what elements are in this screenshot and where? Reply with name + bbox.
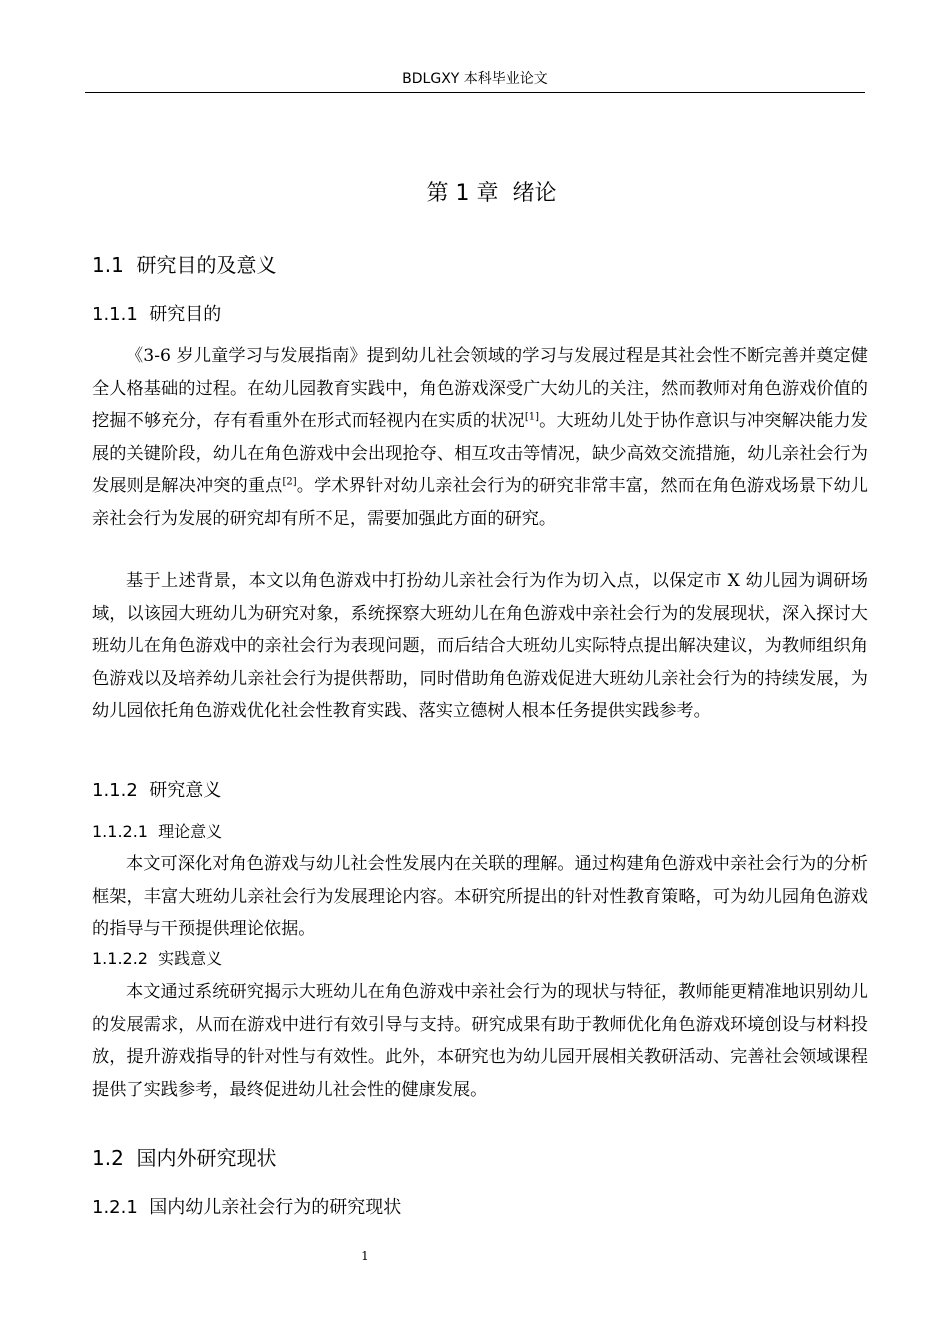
running-header: BDLGXY 本科毕业论文	[402, 71, 548, 87]
section-heading-1-1: 1.1 研究目的及意义	[92, 253, 277, 277]
paragraph-theoretical-significance: 本文可深化对角色游戏与幼儿社会性发展内在关联的理解。通过构建角色游戏中亲社会行为的分析框架，丰富大班幼儿亲社会行为发展理论内容。本研究所提出的针对性教育策略，可为幼儿园角色游戏的指导与干预提供理论依据。	[92, 854, 868, 939]
section-heading-1-1-1: 1.1.1 研究目的	[92, 304, 222, 325]
paragraph-research-purpose-1	[92, 340, 868, 535]
section-heading-1-1-2: 1.1.2 研究意义	[92, 780, 222, 801]
chapter-title: 第 1 章 绪论	[426, 181, 557, 206]
section-heading-1-1-2-1: 1.1.2.1 理论意义	[92, 822, 223, 841]
paragraph-text: 。大班幼儿处于协作意识与冲突解决能力发展的关键阶段，幼儿在角色游戏中会出现抢夺、相互攻击等情况，缺少高效交流措施，幼儿亲社会行为发展则是解决冲突的重点	[92, 411, 868, 496]
section-heading-1-2-1: 1.2.1 国内幼儿亲社会行为的研究现状	[92, 1197, 402, 1218]
paragraph-practical-significance: 本文通过系统研究揭示大班幼儿在角色游戏中亲社会行为的现状与特征，教师能更精准地识别幼儿的发展需求，从而在游戏中进行有效引导与支持。研究成果有助于教师优化角色游戏环境创设与材料投放，提升游戏指导的针对性与有效性。此外，本研究也为幼儿园开展相关教研活动、完善社会领域课程提供了实践参考，最终促进幼儿社会性的健康发展。	[92, 982, 868, 1100]
header-rule	[85, 92, 865, 93]
paragraph-text: 《3-6 岁儿童学习与发展指南》提到幼儿社会领域的学习与发展过程是其社会性不断完善并奠定健全人格基础的过程。在幼儿园教育实践中，角色游戏深受广大幼儿的关注，然而教师对角色游戏价值的挖掘不够充分，存有看重外在形式而轻视内在实质的状况	[92, 346, 868, 431]
page-number: 1	[361, 1249, 369, 1263]
citation-1[interactable]: [1]	[524, 411, 540, 423]
paragraph-research-purpose-2: 基于上述背景，本文以角色游戏中打扮幼儿亲社会行为作为切入点，以保定市 X 幼儿园为调研场域，以该园大班幼儿为研究对象，系统探察大班幼儿在角色游戏中亲社会行为的发展现状，深入探讨大班幼儿在角色游戏中的亲社会行为表现问题，而后结合大班幼儿实际特点提出解决建议，为教师组织角色游戏以及培养幼儿亲社会行为提供帮助，同时借助角色游戏促进大班幼儿亲社会行为的持续发展，为幼儿园依托角色游戏优化社会性教育实践、落实立德树人根本任务提供实践参考。	[92, 571, 868, 721]
citation-2[interactable]: [2]	[282, 476, 297, 488]
section-heading-1-2: 1.2 国内外研究现状	[92, 1146, 277, 1170]
paragraph-text: 。学术界针对幼儿亲社会行为的研究非常丰富，然而在角色游戏场景下幼儿亲社会行为发展的研究却有所不足，需要加强此方面的研究。	[92, 476, 868, 529]
section-heading-1-1-2-2: 1.1.2.2 实践意义	[92, 949, 223, 968]
